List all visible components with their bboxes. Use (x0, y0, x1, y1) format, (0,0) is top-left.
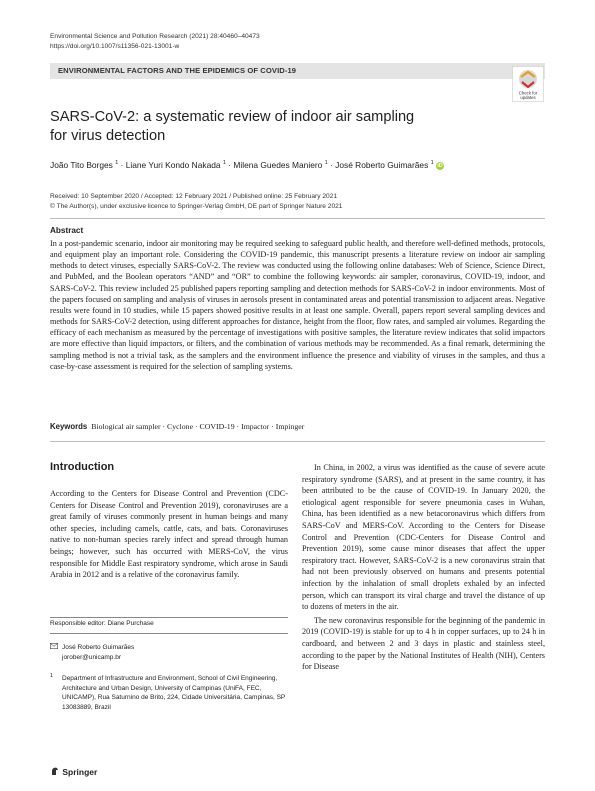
abstract-text: In a post-pandemic scenario, indoor air monitoring may be required seeking to safeguard public health, and therefore well-defined methods, protocols, and equipment play an important role. Considering the COVID-19 pandemic, this manuscript presents a literature review on indoor air sampling methods to detect viruses, especially SARS-CoV-2. The review was conducted using the following online databases: Web of Science, Science Direct, and PubMed, and the Boolean operators “AND” and “OR” to combine the following keywords: air sampler, coronavirus, COVID-19, indoor, and SARS-CoV-2. This review included 25 published papers reporting sampling and detection methods for SARS-CoV-2 in indoor environments. Most of the papers focused on sampling and analysis of viruses in aerosols present in contaminated areas and potential transmission to adjacent areas. Negative results were found in 10 studies, while 15 papers showed positive results in at least one sample. Overall, papers report several sampling devices and methods for SARS-CoV-2 detection, using different approaches for distance, height from the floor, flow rates, and sampled air volumes. Regarding the efficacy of each mechanism as measured by the percentage of investigations with positive samples, the literature review indicates that solid impactors are more effective than liquid impactors, or filters, and the combination of various methods may be recommended. As a final remark, determining the sampling method is not a trivial task, as the samplers and the environment influence the presence and viability of viruses in the samples, and thus a case-by-case assessment is required for the selection of sampling systems. (50, 239, 545, 371)
author-name[interactable]: João Tito Borges (50, 160, 113, 170)
check-for-updates-badge[interactable] (512, 66, 544, 102)
journal-header (50, 32, 260, 52)
corresponding-author-name: José Roberto Guimarães (62, 644, 135, 651)
abstract-heading: Abstract (50, 226, 84, 235)
footnote-rule (50, 617, 288, 618)
copyright-line: © The Author(s), under exclusive licence to Springer-Verlag GmbH, DE part of Springer Nature 2021 (50, 203, 343, 210)
keywords-label: Keywords (50, 422, 88, 431)
author-name[interactable]: José Roberto Guimarães (335, 160, 429, 170)
keywords (50, 422, 304, 431)
dates-line: Received: 10 September 2020 / Accepted: 12 February 2021 / Published online: 25 February 2021 (50, 193, 338, 200)
intro-column-1: According to the Centers for Disease Control and Prevention (CDC-Centers for Disease Control and Prevention 2019), coronaviruses are a great family of viruses commonly present in human beings and many other species, including camels, cattle, cats, and bats. Coronaviruses native to non-human species rarely infect and spread through human beings; however, such has occurred with MERS-CoV, the virus responsible for Middle East respiratory syndrome, which arose in Saudi Arabia in 2012 and is a relative of the coronavirus family. (50, 489, 288, 580)
author-separator: · (228, 160, 234, 170)
affiliation-number: 1 (50, 673, 54, 679)
author-separator: · (330, 160, 336, 170)
intro-column-2 (302, 462, 545, 673)
springer-horse-icon (50, 766, 60, 776)
affiliation-text: Department of Infrastructure and Environment, School of Civil Engineering, Architecture and Urban Design, University of Campinas (UniFA, FEC, UNICAMP), Rua Saturnino de Brito, 224, Cidade Universitária, Campinas, SP 13083889, Brazil (62, 675, 286, 711)
title-line-2: for virus detection (50, 128, 166, 144)
corresponding-author (50, 643, 134, 662)
corresponding-email[interactable]: jorober@unicamp.br (62, 653, 121, 661)
envelope-icon (50, 643, 62, 653)
journal-citation: Environmental Science and Pollution Research (2021) 28:40460–40473 (50, 33, 260, 40)
title-line-1: SARS-CoV-2: a systematic review of indoor air sampling (50, 109, 415, 125)
intro-paragraph: The new coronavirus responsible for the beginning of the pandemic in 2019 (COVID-19) is stable for up to 4 h in copper surfaces, up to 24 h in cardboard, and between 2 and 3 days in plastic and stainless steel, according to the paper by the National Institutes of Health (NIH), Centers for Disease (302, 615, 545, 672)
affiliation (50, 674, 288, 712)
intro-paragraph: In China, in 2002, a virus was identified as the cause of severe acute respiratory syndrome (SARS), and at present in the same country, it has been attributed to be the cause of COVID-19. In January 2020, the etiological agent responsible for severe pneumonia cases in Wuhan, China, has been identified as a new betacoronavirus which differs from SARS-CoV and MERS-CoV. According to the Centers for Disease Control and Prevention (CDC-Centers for Disease Control and Prevention 2019), some cause minor diseases that affect the upper respiratory tract. However, SARS-CoV-2 is a new coronavirus strain that had not been previously observed on humans and presents potential infection by the inhalation of small droplets exhaled by an infected person, which can transport its viral charge and travel the distance of up to dozens of meters in the air. (302, 463, 545, 612)
check-text-2: updates (520, 95, 536, 100)
footnote-rule (50, 633, 288, 634)
section-banner: ENVIRONMENTAL FACTORS AND THE EPIDEMICS OF COVID-19 (50, 63, 545, 79)
responsible-editor: Responsible editor: Diane Purchase (50, 620, 154, 627)
paper-title (50, 108, 510, 146)
publisher-name: Springer (62, 767, 98, 777)
introduction-heading: Introduction (50, 461, 115, 473)
author-affiliation: 1 (430, 160, 434, 167)
divider (50, 441, 545, 442)
author-separator: · (120, 160, 126, 170)
orcid-icon[interactable]: iD (437, 162, 443, 169)
divider (50, 218, 545, 219)
author-affiliation: 1 (115, 160, 119, 167)
author-affiliation: 1 (324, 160, 328, 167)
author-name[interactable]: Liane Yuri Kondo Nakada (125, 160, 221, 170)
publication-dates (50, 192, 342, 212)
springer-logo (50, 766, 97, 777)
doi-link[interactable]: https://doi.org/10.1007/s11356-021-13001-w (50, 43, 180, 50)
author-name[interactable]: Milena Guedes Maniero (233, 160, 323, 170)
crossmark-icon (512, 66, 544, 102)
author-list (50, 160, 444, 170)
check-text-1: Check for (518, 90, 538, 96)
keywords-text: Biological air sampler · Cyclone · COVID-19 · Impactor · Impinger (91, 422, 305, 431)
author-affiliation: 1 (222, 160, 226, 167)
